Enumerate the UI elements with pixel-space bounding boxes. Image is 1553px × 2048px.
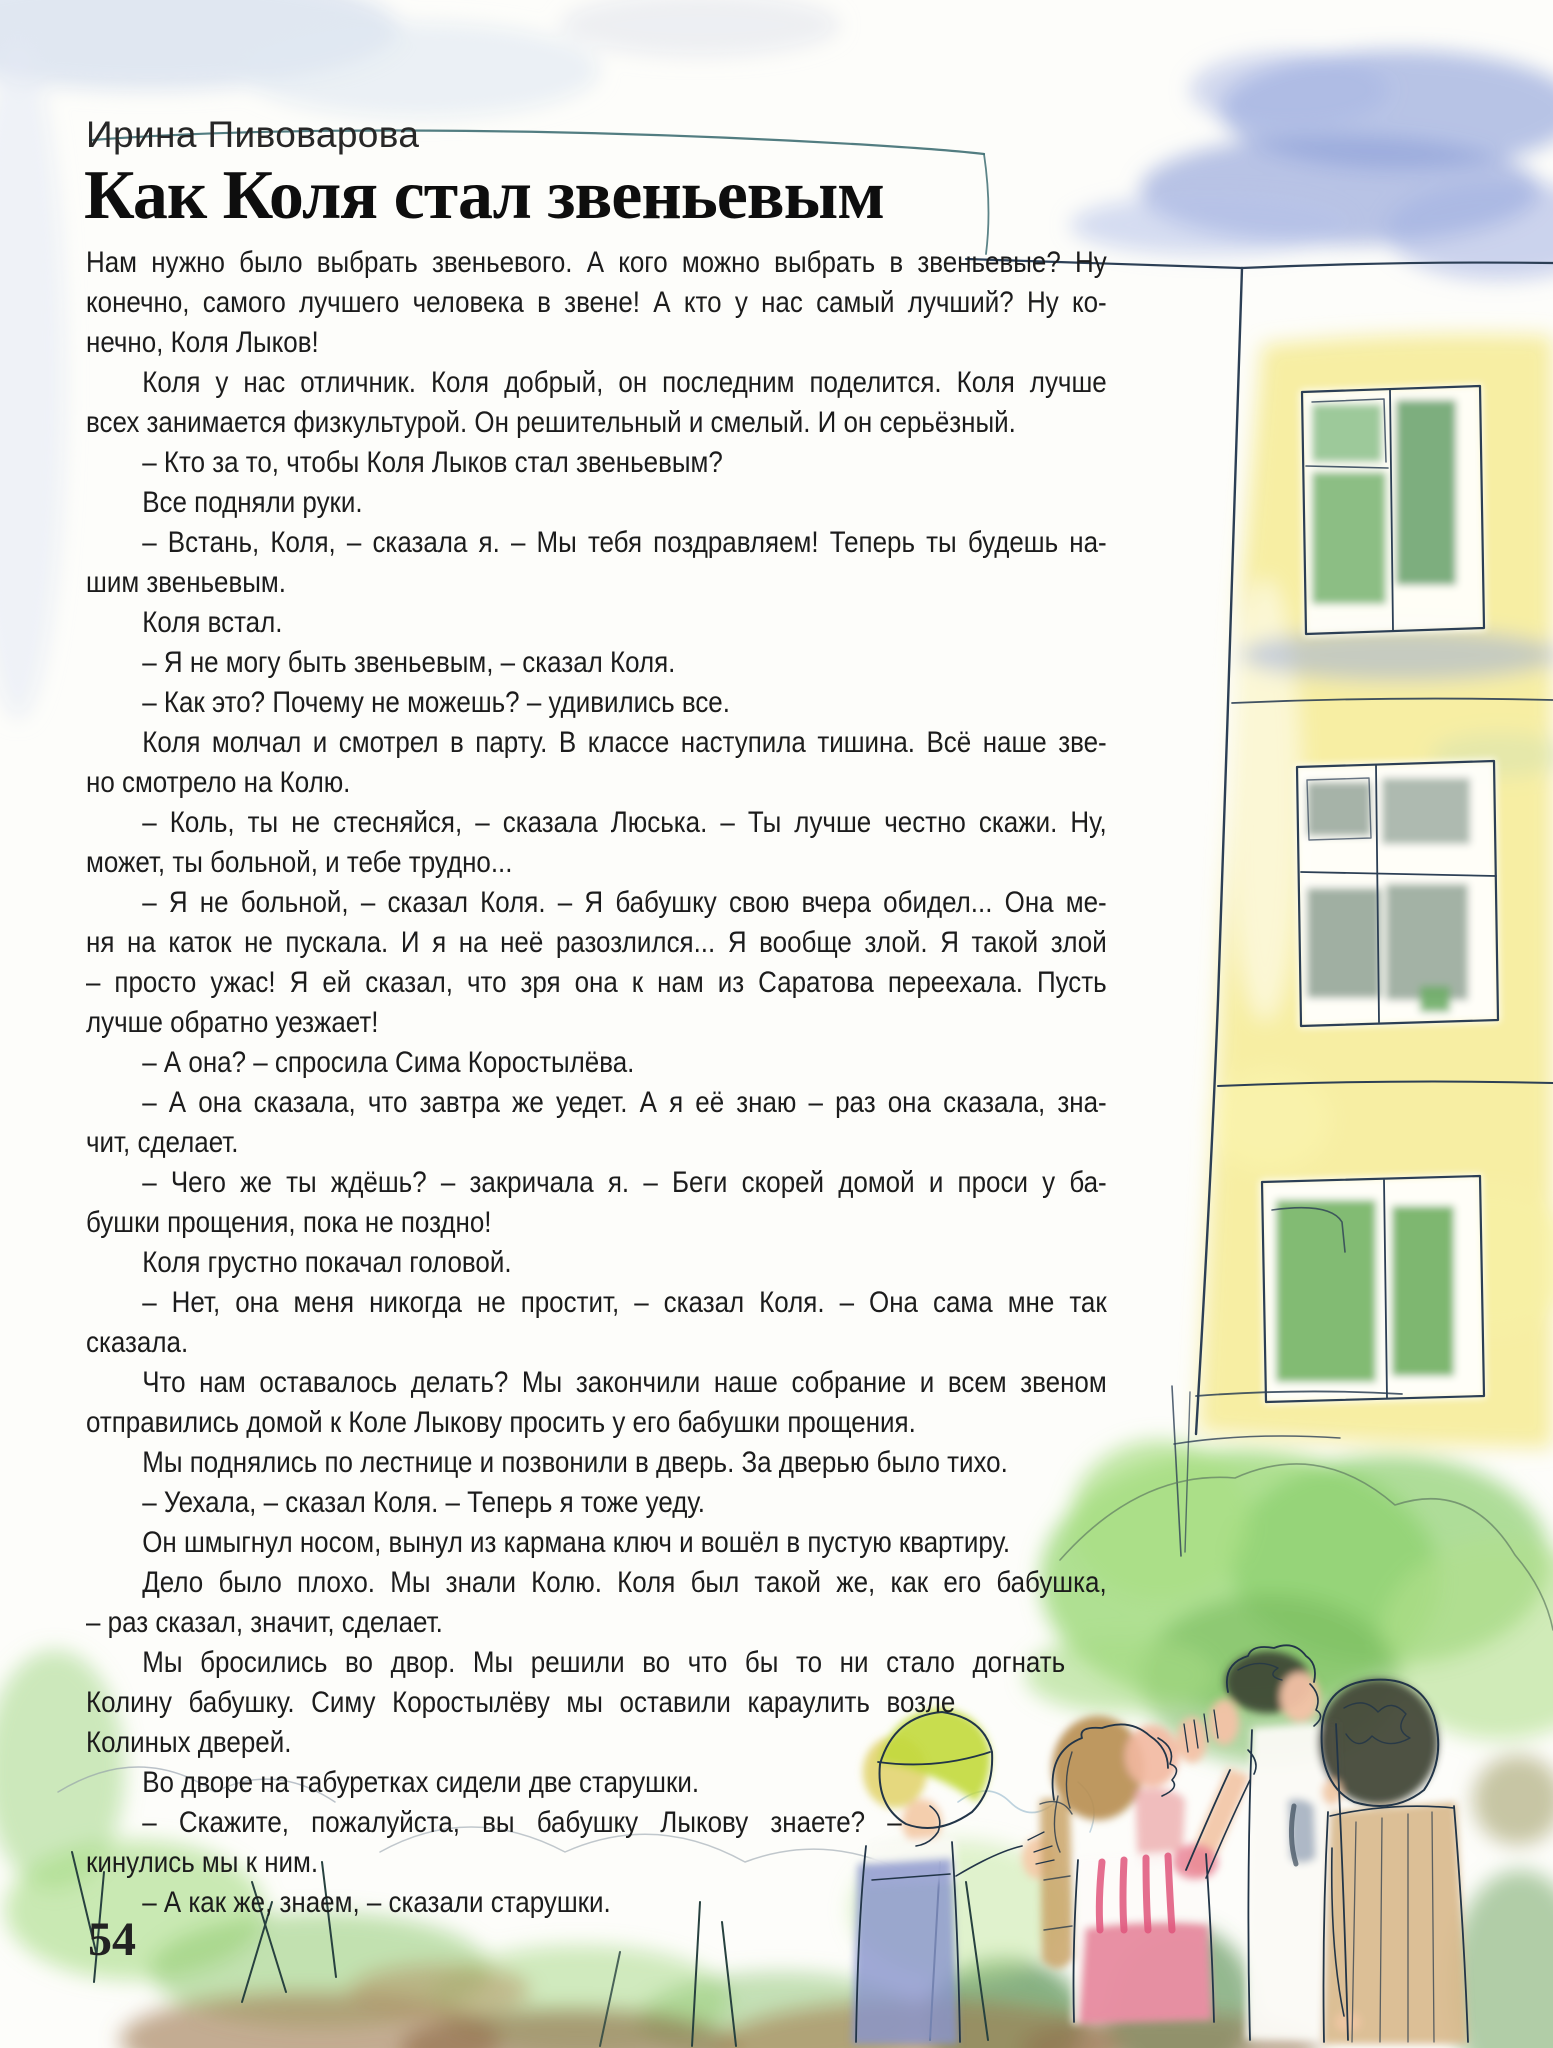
- author-name: Ирина Пивоварова: [86, 114, 420, 155]
- story-title: Как Коля стал звеньевым: [84, 157, 884, 234]
- story-line: нечно, Коля Лыков!: [86, 326, 319, 359]
- story-line: но смотрело на Колю.: [86, 766, 351, 799]
- story-line: чит, сделает.: [86, 1126, 239, 1159]
- story-line: – Я не больной, – сказал Коля. – Я бабушку свою вчера обидел... Она ме-: [142, 886, 1107, 919]
- story-line: конечно, самого лучшего человека в звене! А кто у нас самый лучший? Ну ко-: [86, 286, 1107, 319]
- story-line: шим звеньевым.: [86, 566, 286, 599]
- story-line: кинулись мы к ним.: [86, 1846, 319, 1879]
- story-line: – А как же, знаем, – сказали старушки.: [142, 1886, 611, 1919]
- page-number: 54: [88, 1913, 136, 1966]
- story-line: Он шмыгнул носом, вынул из кармана ключ и вошёл в пустую квартиру.: [142, 1526, 1011, 1559]
- story-line: ня на каток не пускала. И я на неё разозлился... Я вообще злой. Я такой злой: [86, 926, 1107, 959]
- story-text: [86, 243, 1107, 1923]
- story-line: – Нет, она меня никогда не простит, – сказал Коля. – Она сама мне так: [142, 1286, 1107, 1319]
- story-line: – раз сказал, значит, сделает.: [86, 1606, 443, 1639]
- story-line: – Встань, Коля, – сказала я. – Мы тебя поздравляем! Теперь ты будешь на-: [142, 526, 1107, 559]
- story-line: – Скажите, пожалуйста, вы бабушку Лыкову знаете? –: [142, 1806, 902, 1839]
- story-line: Мы бросились во двор. Мы решили во что бы то ни стало догнать: [142, 1646, 1066, 1679]
- story-line: – просто ужас! Я ей сказал, что зря она к нам из Саратова переехала. Пусть: [86, 966, 1107, 999]
- story-line: Дело было плохо. Мы знали Колю. Коля был такой же, как его бабушка,: [142, 1566, 1107, 1599]
- story-line: – Кто за то, чтобы Коля Лыков стал звеньевым?: [142, 446, 723, 479]
- story-line: Мы поднялись по лестнице и позвонили в дверь. За дверью было тихо.: [142, 1446, 1008, 1479]
- story-line: – Уехала, – сказал Коля. – Теперь я тоже уеду.: [142, 1486, 705, 1519]
- story-line: Во дворе на табуретках сидели две старушки.: [142, 1766, 700, 1799]
- story-line: Коля грустно покачал головой.: [142, 1246, 512, 1279]
- story-line: Коля молчал и смотрел в парту. В классе наступила тишина. Всё наше зве-: [142, 726, 1107, 759]
- story-line: – Коль, ты не стесняйся, – сказала Люська. – Ты лучше честно скажи. Ну,: [142, 806, 1107, 839]
- story-line: всех занимается физкультурой. Он решительный и смелый. И он серьёзный.: [86, 406, 1016, 439]
- story-line: отправились домой к Коле Лыкову просить у его бабушки прощения.: [86, 1406, 916, 1439]
- story-line: – А она? – спросила Сима Коростылёва.: [142, 1046, 635, 1079]
- story-line: Колиных дверей.: [86, 1726, 292, 1759]
- story-line: Коля у нас отличник. Коля добрый, он последним поделится. Коля лучше: [142, 366, 1107, 399]
- story-line: может, ты больной, и тебе трудно...: [86, 846, 513, 879]
- story-line: – Как это? Почему не можешь? – удивились все.: [142, 686, 730, 719]
- story-line: Все подняли руки.: [142, 486, 363, 519]
- story-line: бушки прощения, пока не поздно!: [86, 1206, 492, 1239]
- story-line: лучше обратно уезжает!: [86, 1006, 379, 1039]
- story-line: Нам нужно было выбрать звеньевого. А кого можно выбрать в звеньевые? Ну: [86, 246, 1107, 279]
- story-line: – А она сказала, что завтра же уедет. А я её знаю – раз она сказала, зна-: [142, 1086, 1107, 1119]
- story-line: Колину бабушку. Симу Коростылёву мы оставили караулить возле: [86, 1686, 956, 1719]
- story-line: – Чего же ты ждёшь? – закричала я. – Беги скорей домой и проси у ба-: [142, 1166, 1107, 1199]
- story-line: Коля встал.: [142, 606, 283, 639]
- story-line: – Я не могу быть звеньевым, – сказал Коля.: [142, 646, 676, 679]
- story-line: сказала.: [86, 1326, 189, 1359]
- story-line: Что нам оставалось делать? Мы закончили наше собрание и всем звеном: [142, 1366, 1107, 1399]
